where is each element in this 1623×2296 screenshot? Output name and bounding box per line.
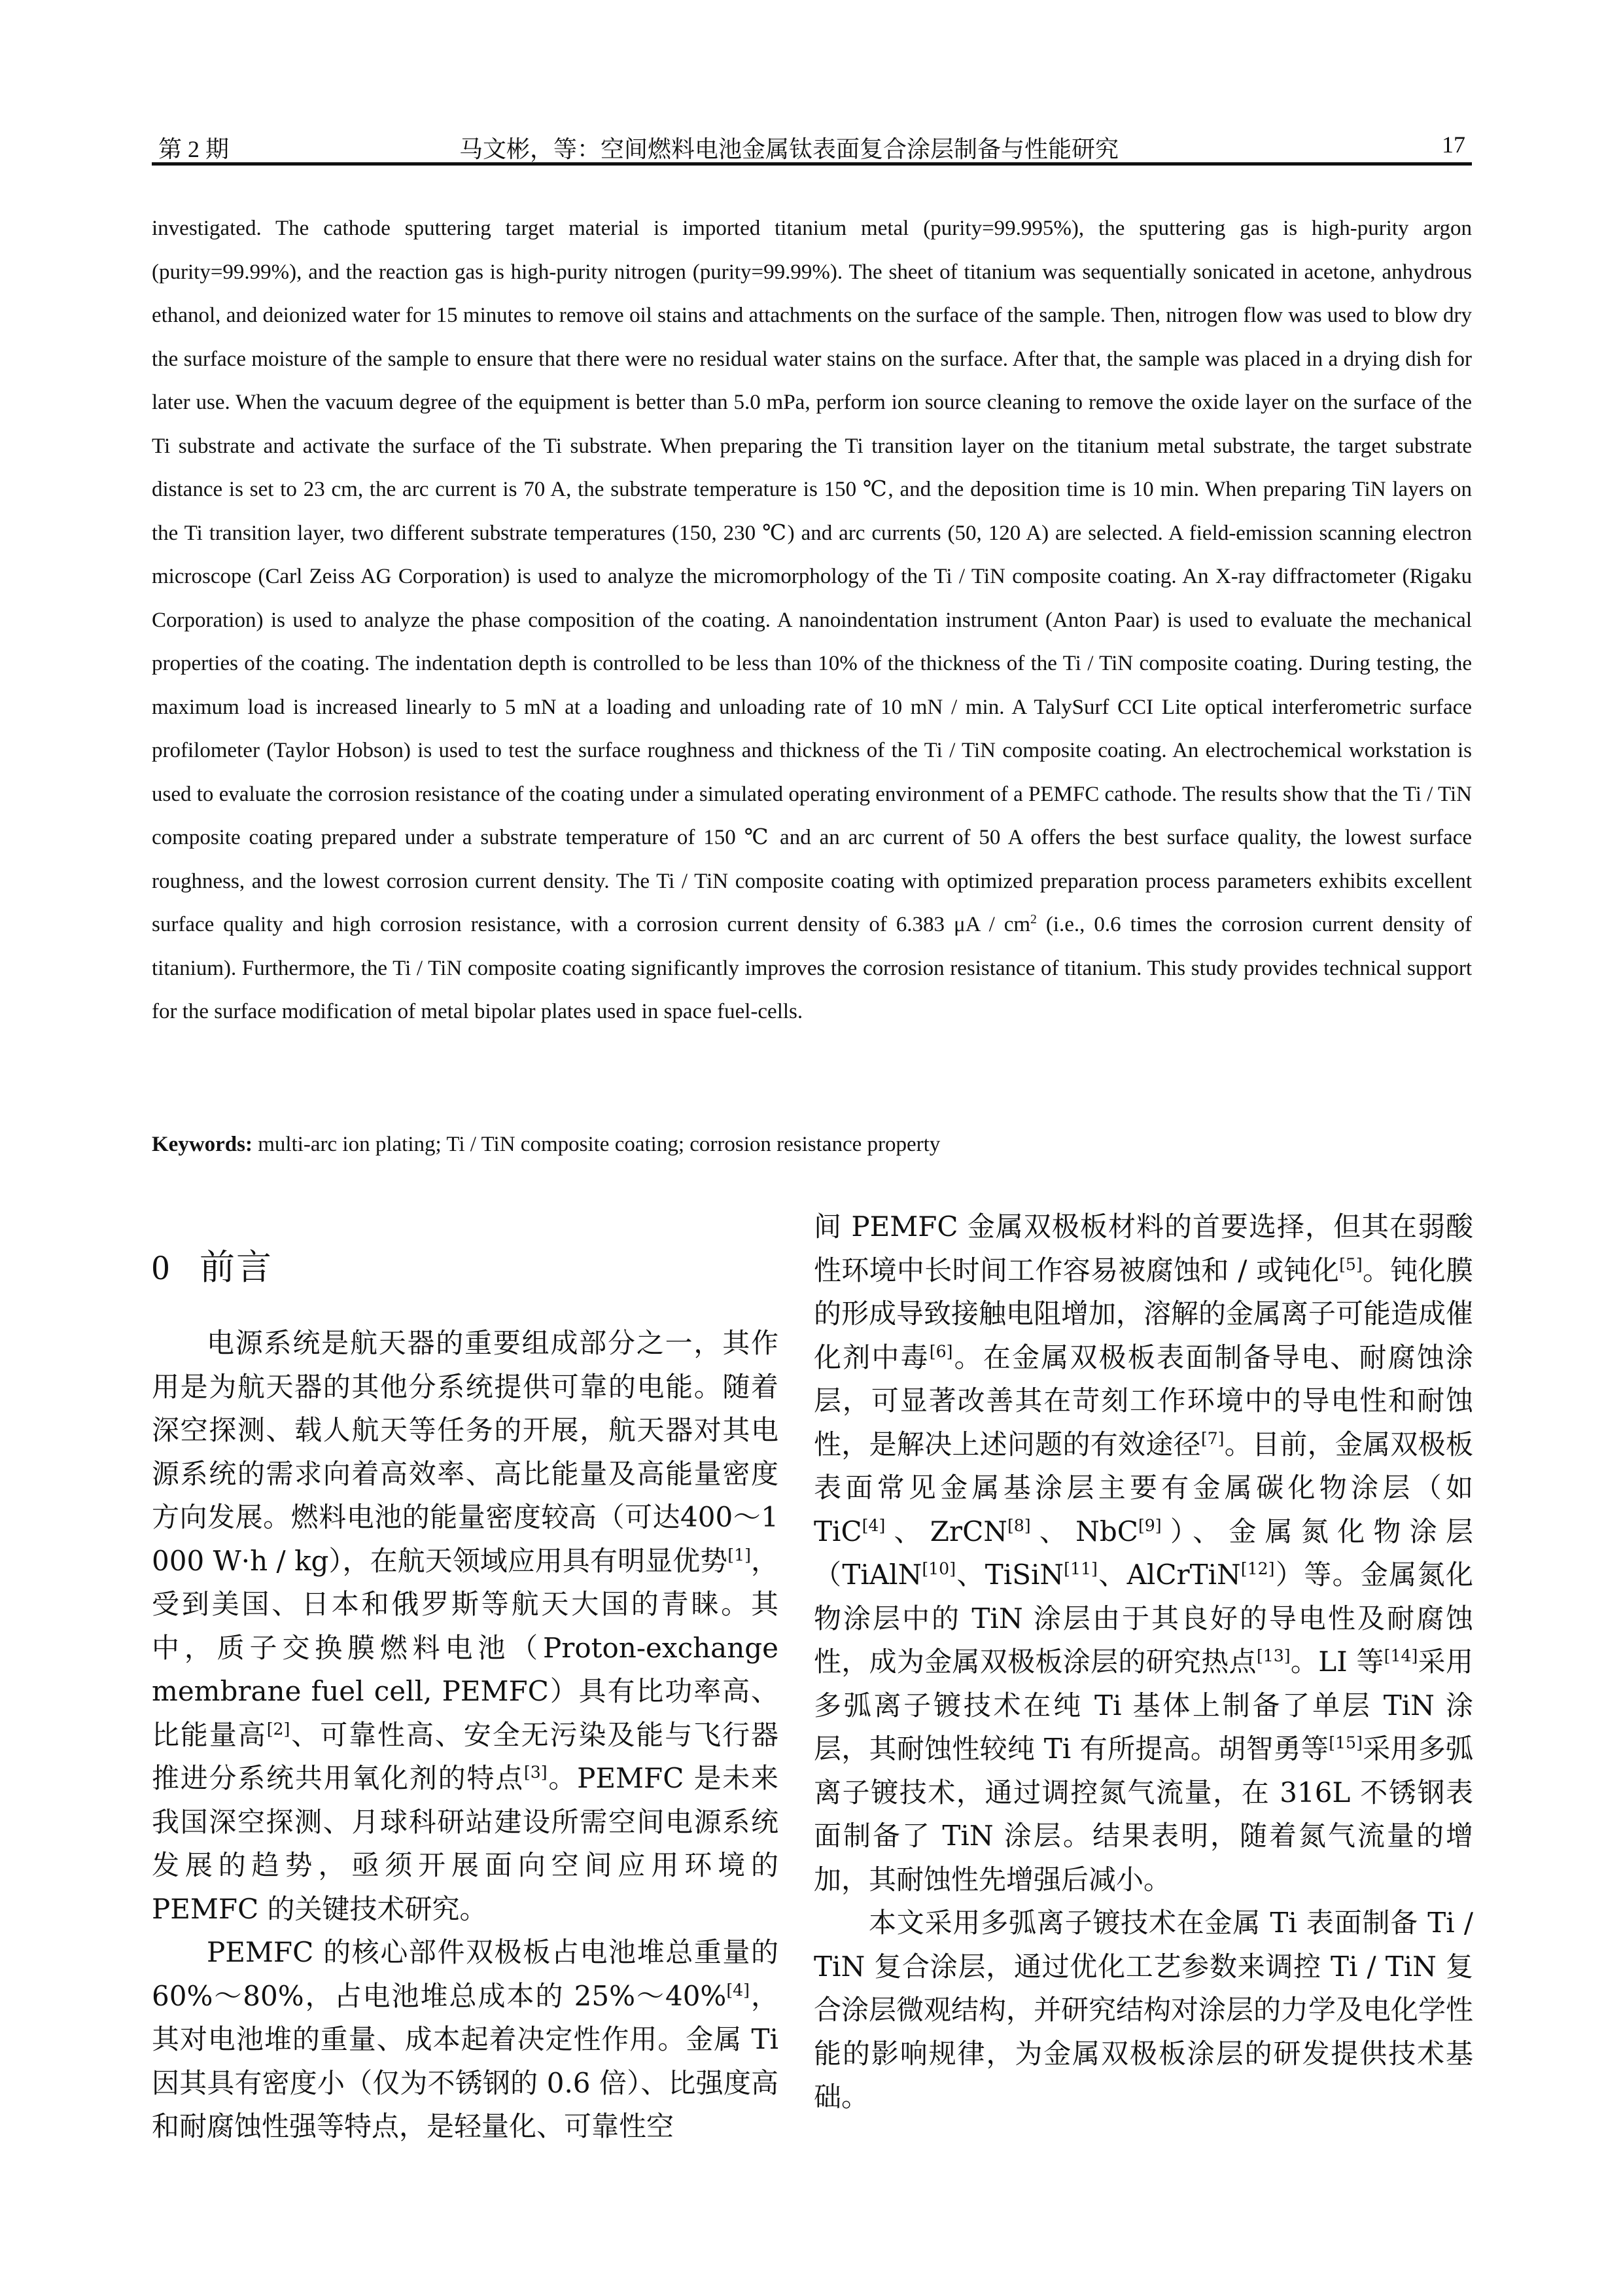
body-text: 。PEMFC 是未来我国深空探测、月球科研站建设所需空间电源系统发展的趋势，亟须开展面向空间应用环境的 PEMFC 的关键技术研究。 <box>152 1762 778 1925</box>
body-text: 本文采用多弧离子镀技术在金属 Ti 表面制备 Ti / TiN 复合涂层，通过优化工艺参数来调控 Ti / TiN 复合涂层微观结构，并研究结构对涂层的力学及电化学性能的影响规律，为金属双极板涂层的研发提供技术基础。 <box>814 1907 1474 2113</box>
abstract-text: investigated. The cathode sputtering target material is imported titanium metal (purity=99.995%), the sputtering gas is high-purity argon (purity=99.99%), and the reaction gas is high-purity nitrogen (purity=99.99%). The sheet of titanium was sequentially sonicated in acetone, anhydrous ethanol, and deionized water for 15 minutes to remove oil stains and attachments on the surface of the sample. Then, nitrogen flow was used to blow dry the surface moisture of the sample to ensure that there were no residual water stains on the surface. After that, the sample was placed in a drying dish for later use. When the vacuum degree of the equipment is better than 5.0 mPa, perform ion source cleaning to remove the oxide layer on the surface of the Ti substrate and activate the surface of the Ti substrate. When preparing the Ti transition layer on the titanium metal substrate, the target substrate distance is set to 23 cm, the arc current is 70 A, the substrate temperature is 150 ℃, and the deposition time is 10 min. When preparing TiN layers on the Ti transition layer, two different substrate temperatures (150, 230 ℃) and arc currents (50, 120 A) are selected. A field-emission scanning electron microscope (Carl Zeiss AG Corporation) is used to analyze the micromorphology of the Ti / TiN composite coating. An X-ray diffractometer (Rigaku Corporation) is used to analyze the phase composition of the coating. A nanoindentation instrument (Anton Paar) is used to evaluate the mechanical properties of the coating. The indentation depth is controlled to be less than 10% of the thickness of the Ti / TiN composite coating. During testing, the maximum load is increased linearly to 5 mN at a loading and unloading rate of 10 mN / min. A TalySurf CCI Lite optical interferometric surface profilometer (Taylor Hobson) is used to test the surface roughness and thickness of the Ti / TiN composite coating. An electrochemical workstation is used to evaluate the corrosion resistance of the coating under a simulated operating environment of a PEMFC cathode. The results show that the Ti / TiN composite coating prepared under a substrate temperature of 150 ℃ and an arc current of 50 A offers the best surface quality, the lowest surface roughness, and the lowest corrosion current density. The Ti / TiN composite coating with optimized preparation process parameters exhibits excellent surface quality and high corrosion resistance, with a corrosion current density of 6.383 μA / cm <box>152 217 1472 936</box>
citation[interactable]: [6] <box>929 1341 953 1361</box>
right-column <box>814 1205 1473 2119</box>
page-number: 17 <box>1442 132 1465 158</box>
citation[interactable]: [7] <box>1200 1428 1225 1448</box>
header-rule <box>152 162 1472 166</box>
citation[interactable]: [1] <box>727 1545 751 1564</box>
citation[interactable]: [14] <box>1384 1646 1418 1665</box>
body-text: ，其对电池堆的重量、成本起着决定性作用。金属 Ti 因其具有密度小（仅为不锈钢的 0.6 倍）、比强度高和耐腐蚀性强等特点，是轻量化、可靠性空 <box>152 1979 778 2142</box>
left-column <box>152 1322 778 2149</box>
citation[interactable]: [8] <box>1007 1515 1031 1535</box>
section-title: 前言 <box>200 1246 273 1288</box>
body-text: 间 PEMFC 金属双极板材料的首要选择，但其在弱酸性环境中长时间工作容易被腐蚀和 / 或钝化 <box>814 1210 1473 1286</box>
body-text: ，受到美国、日本和俄罗斯等航天大国的青睐。其中，质子交换膜燃料电池（Proton-exchange membrane fuel cell, PEMFC）具有比功率高、比能量高 <box>152 1544 778 1751</box>
keywords-label: Keywords: <box>152 1133 253 1156</box>
citation[interactable]: [12] <box>1240 1559 1275 1578</box>
body-text: 、ZrCN <box>885 1515 1007 1547</box>
citation[interactable]: [9] <box>1138 1515 1162 1535</box>
keywords-value: multi-arc ion plating; Ti / TiN composite coating; corrosion resistance property <box>252 1133 941 1156</box>
citation[interactable]: [2] <box>266 1719 290 1739</box>
citation[interactable]: [4] <box>726 1980 750 2000</box>
citation[interactable]: [11] <box>1064 1559 1098 1578</box>
body-text: 。钝化膜的形成导致接触电阻增加，溶解的金属离子可能造成催化剂中毒 <box>814 1254 1474 1373</box>
body-text: ）等。金属氮化物涂层中的 TiN 涂层由于其良好的导电性及耐腐蚀性，成为金属双极板涂层的研究热点 <box>814 1559 1473 1678</box>
citation[interactable]: [10] <box>922 1559 956 1578</box>
body-text: 、NbC <box>1030 1515 1138 1547</box>
body-text: ）、金属氮化物涂层（TiAlN <box>814 1515 1473 1591</box>
citation[interactable]: [13] <box>1256 1646 1291 1665</box>
body-text: 。LI 等 <box>1290 1646 1384 1678</box>
running-header <box>152 124 1473 164</box>
citation[interactable]: [3] <box>523 1763 548 1782</box>
citation[interactable]: [15] <box>1329 1733 1363 1752</box>
body-text: 、AlCrTiN <box>1097 1559 1241 1591</box>
body-text: 采用多弧离子镀技术，通过调控氮气流量，在 316L 不锈钢表面制备了 TiN 涂层。结果表明，随着氮气流量的增加，其耐蚀性先增强后减小。 <box>814 1733 1473 1896</box>
abstract-body <box>152 207 1472 1034</box>
keywords <box>152 1123 1472 1166</box>
body-paragraph <box>152 1322 778 1931</box>
running-title: 马文彬，等：空间燃料电池金属钛表面复合涂层制备与性能研究 <box>459 136 1119 162</box>
abstract-text: (i.e., 0.6 times the corrosion current density of titanium). Furthermore, the Ti / TiN composite coating significantly improves the corrosion resistance of titanium. This study provides technical support for the surface modification of metal bipolar plates used in space fuel-cells. <box>152 913 1473 1023</box>
body-text: 电源系统是航天器的重要组成部分之一，其作用是为航天器的其他分系统提供可靠的电能。随着深空探测、载人航天等任务的开展，航天器对其电源系统的需求向着高效率、高比能量及高能量密度方向发展。燃料电池的能量密度较高（可达400～1 000 W·h / kg），在航天领域应用具有明显优势 <box>152 1327 778 1577</box>
section-heading <box>152 1239 273 1290</box>
body-text: 采用多弧离子镀技术在纯 Ti 基体上制备了单层 TiN 涂层，其耐蚀性较纯 Ti 有所提高。胡智勇等 <box>814 1646 1473 1765</box>
body-text: 。在金属双极板表面制备导电、耐腐蚀涂层，可显著改善其在苛刻工作环境中的导电性和耐蚀性，是解决上述问题的有效途径 <box>814 1341 1473 1460</box>
citation[interactable]: [5] <box>1339 1254 1363 1274</box>
body-text: 、TiSiN <box>956 1559 1064 1591</box>
body-text: PEMFC 的核心部件双极板占电池堆总重量的 60%～80%，占电池堆总成本的 25%～40% <box>152 1936 778 2012</box>
body-text: 、可靠性高、安全无污染及能与飞行器推进分系统共用氧化剂的特点 <box>152 1718 778 1794</box>
abstract-paragraph <box>152 207 1472 1034</box>
citation[interactable]: [4] <box>862 1515 886 1535</box>
body-paragraph <box>814 1901 1473 2119</box>
body-paragraph <box>814 1205 1473 1901</box>
superscript: 2 <box>1030 912 1037 927</box>
body-paragraph <box>152 1931 778 2149</box>
issue-number: 第 2 期 <box>158 136 230 162</box>
section-number: 0 <box>152 1248 171 1287</box>
body-text: 。目前，金属双极板表面常见金属基涂层主要有金属碳化物涂层（如 TiC <box>814 1428 1473 1547</box>
